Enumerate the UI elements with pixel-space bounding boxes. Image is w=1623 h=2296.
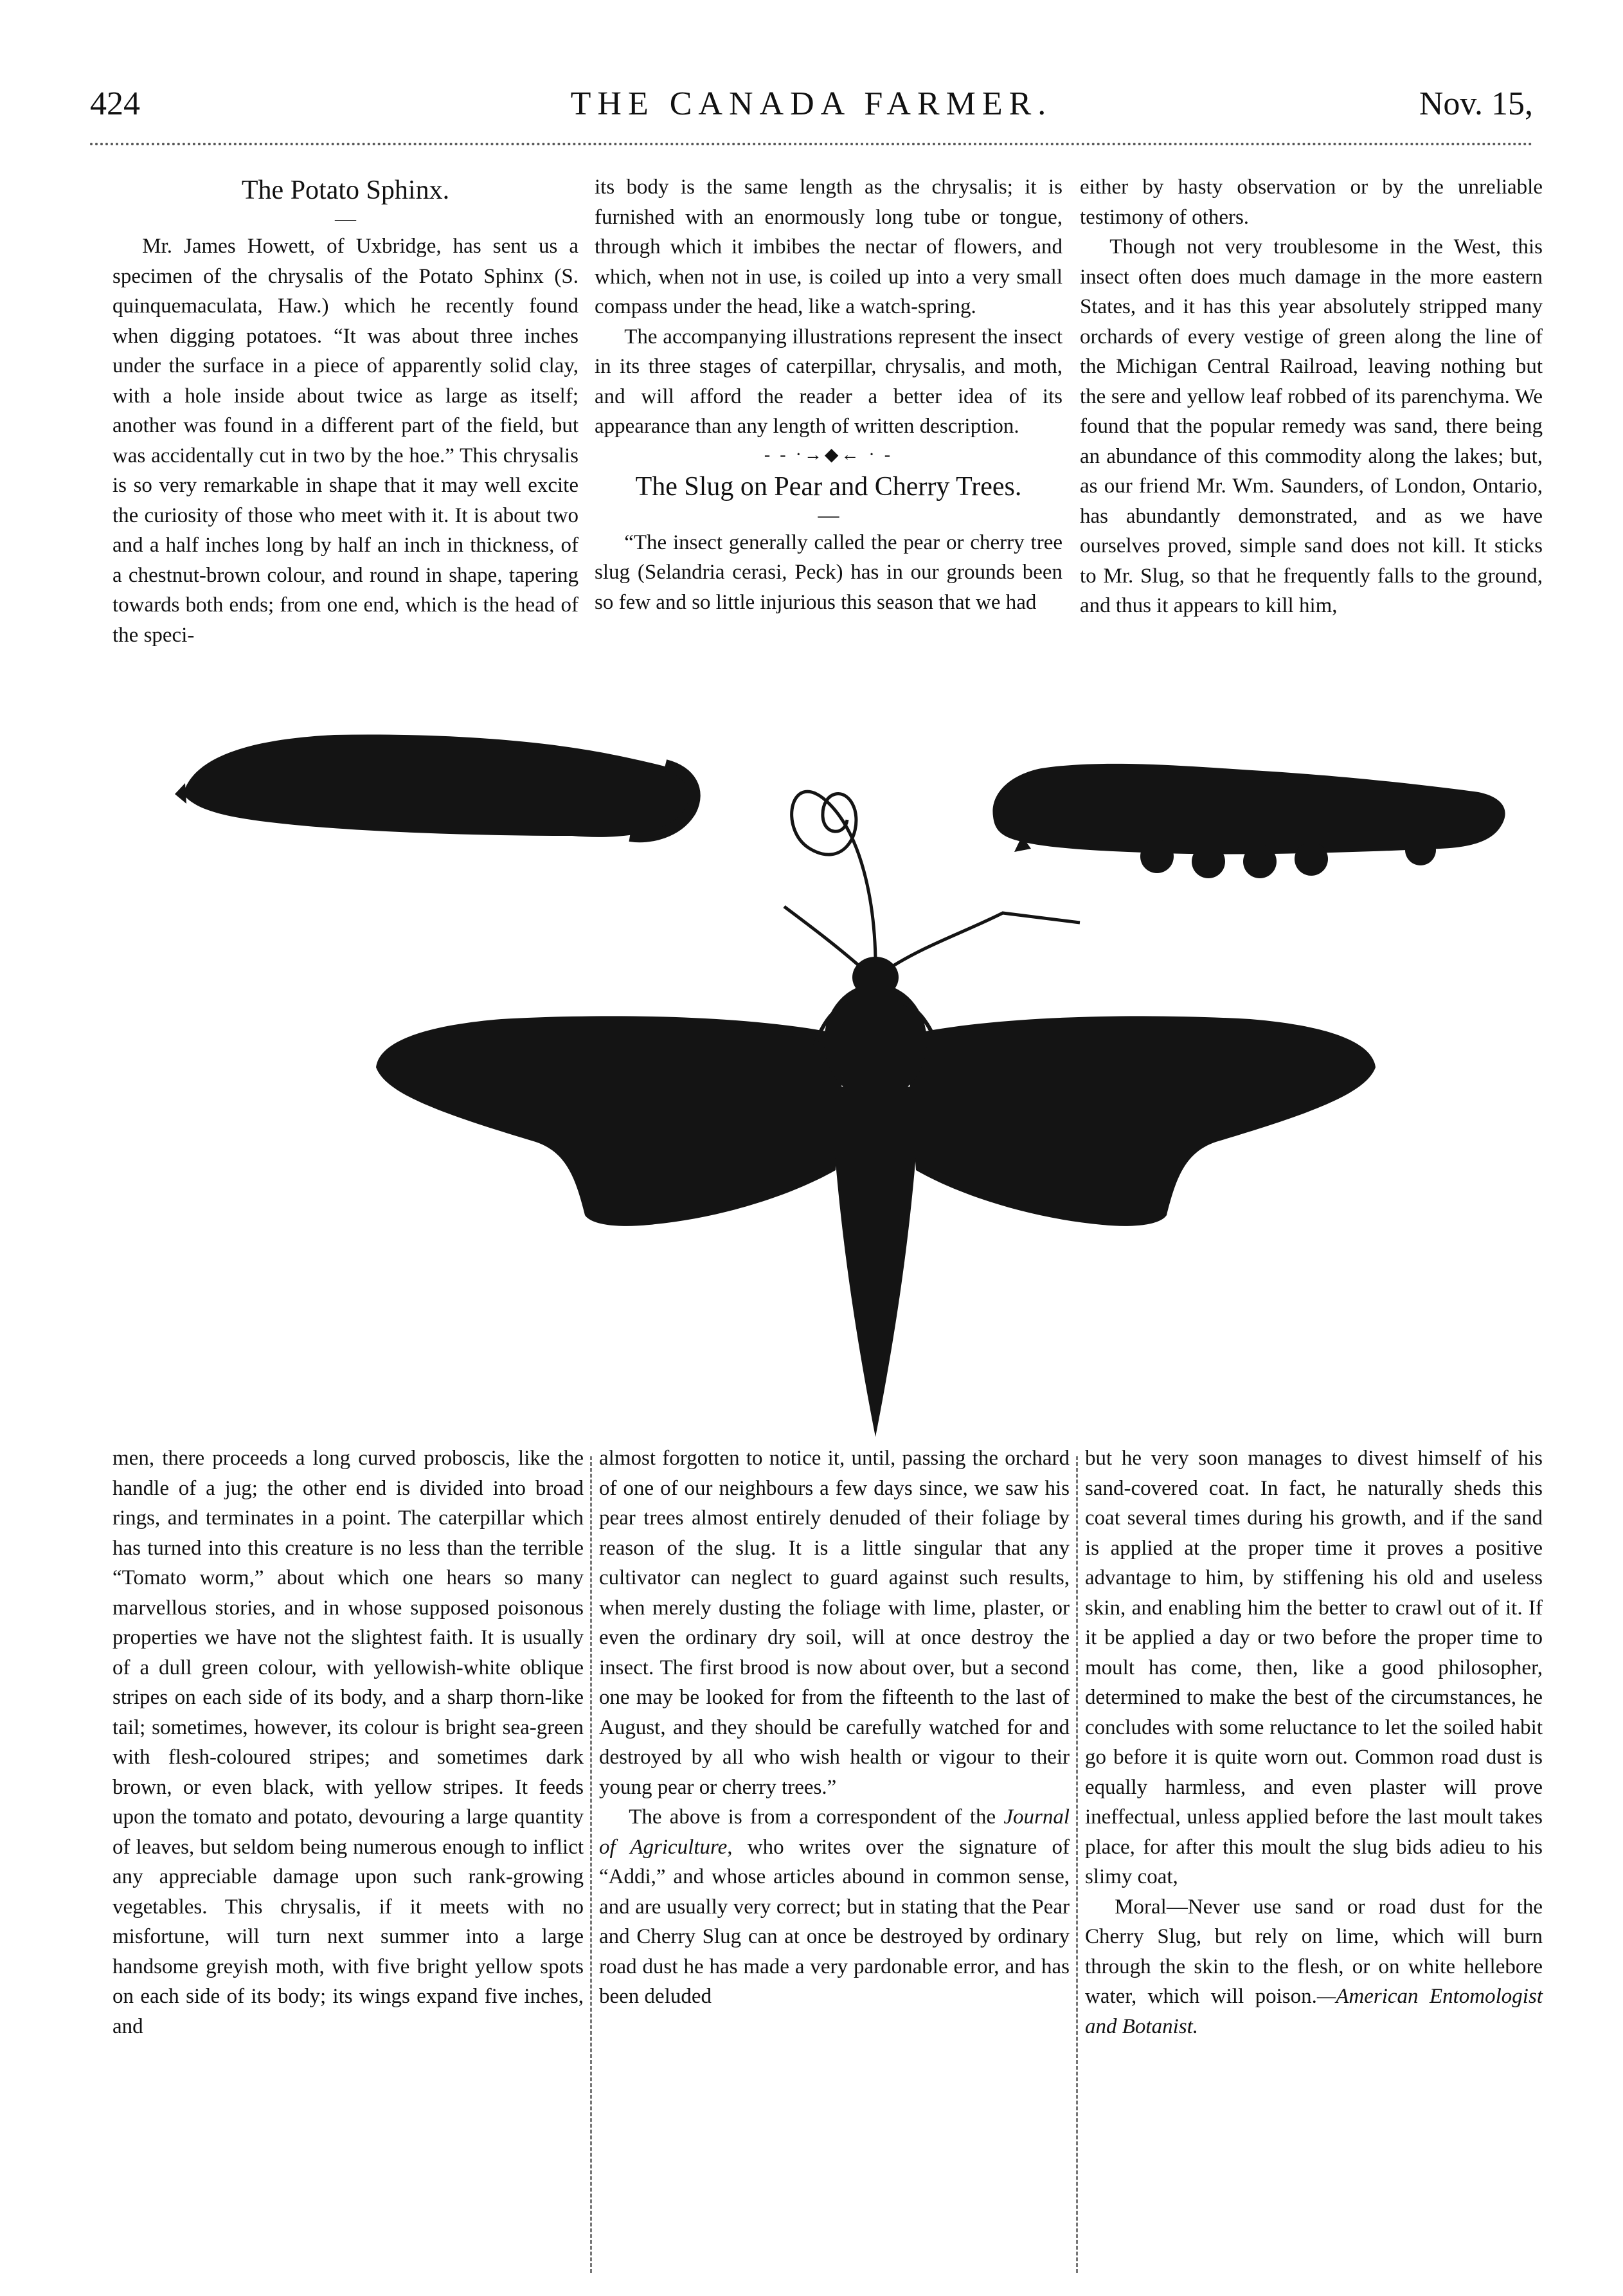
chrysalis-head-tip — [175, 783, 186, 804]
issue-date: Nov. 15, — [1419, 86, 1533, 122]
title-dash: — — [818, 503, 839, 527]
page-number: 424 — [90, 86, 140, 122]
column-divider — [590, 1456, 592, 2273]
caterpillar-figure — [992, 764, 1505, 878]
article-title-potato-sphinx: The Potato Sphinx. — [241, 176, 450, 205]
paragraph: Though not very troublesome in the West, this insect often does much damage in the more eastern States, and it has this year absolutely stripped many orchards of every vestige of green along the line of the Michigan Central Railroad, leaving nothing but the sere and yellow leaf robbed of its parenchyma. We found that the popular remedy was sand, there being an abundance of this commodity along the lakes; but, as our friend Mr. Wm. Saunders, of London, Ontario, has abundantly demonstrated, and as we have ourselves proved, simple sand does not kill. It sticks to Mr. Slug, so that he frequently falls to the ground, and thus it appears to kill him, — [1080, 235, 1543, 617]
chrysalis-body — [183, 734, 695, 836]
column-bottom-3 — [1085, 1443, 1543, 2041]
page-title: THE CANADA FARMER. — [570, 86, 1053, 122]
caterpillar-proleg — [1405, 835, 1436, 865]
text-fragment: The above is from a correspondent of the — [629, 1805, 1004, 1829]
moth-abdomen — [830, 1087, 920, 1437]
paragraph: “The insect generally called the pear or cherry tree slug (Selandria cerasi, Peck) has in our grounds been so few and so little injurious this season that we had — [595, 530, 1063, 614]
column-bottom-2 — [599, 1443, 1070, 2012]
journal-name: Journal of Agriculture — [599, 1805, 1070, 1859]
caterpillar-proleg — [1295, 842, 1328, 876]
paragraph: almost forgotten to notice it, until, passing the orchard of one of our neighbours a few days since, we saw his pear trees almost entirely denuded of their foliage by reason of the slug. It is a little singular that any cultivator can neglect to guard against such results, when merely dusting the foliage with lime, plaster, or even the ordinary dry soil, will at once destroy the insect. The first brood is now about over, but a second one may be looked for from the fifteenth to the last of August, and they should be carefully watched for and destroyed by all who wish health or vigour to their young pear or cherry trees.” — [599, 1447, 1070, 1799]
article-source: —American Entomologist and Botanist. — [1085, 1985, 1543, 2038]
caterpillar-proleg — [1192, 845, 1225, 878]
caterpillar-proleg — [1243, 845, 1277, 878]
section-ornament: - - ·→◆← · - — [764, 444, 893, 465]
moth-figure — [376, 791, 1376, 1437]
paragraph: men, there proceeds a long curved proboscis, like the handle of a jug; the other end is divided into broad rings, and terminates in a point. The caterpillar which has turned into this creature is no less than the terrible “Tomato worm,” about which one hears so many marvellous stories, and in whose supposed poisonous properties we have not the slightest faith. It is usually of a dull green colour, with yellowish-white oblique stripes on each side of its body, and a sharp thorn-like tail; sometimes, however, its colour is bright sea-green with flesh-coloured stripes; and sometimes dark brown, or even black, with yellow stripes. It feeds upon the tomato and potato, devouring a large quantity of leaves, but seldom being numerous enough to inflict any appreciable damage upon such rank-growing vegetables. This chrysalis, if it meets with no misfortune, will turn next summer into a large handsome greyish moth, with five bright yellow spots on each side of its body; its wings expand five inches, and — [112, 1447, 584, 2038]
paragraph — [1085, 1892, 1543, 2042]
moth-proboscis — [792, 791, 875, 958]
moth-wing-left — [376, 1016, 845, 1226]
paragraph: its body is the same length as the chrysalis; it is furnished with an enormously long tube or tongue, through which it imbibes the nectar of flowers, and which, when not in use, is coiled up into a very small compass under the head, like a watch-spring. — [595, 176, 1063, 318]
paragraph: either by hasty observation or by the unreliable testimony of others. — [1080, 176, 1543, 229]
column-divider — [1076, 1456, 1078, 2273]
article-title-slug: The Slug on Pear and Cherry Trees. — [635, 471, 1022, 502]
chrysalis-figure — [175, 734, 695, 836]
moth-thorax — [824, 984, 927, 1099]
column-bottom-1 — [112, 1443, 584, 2041]
paragraph: Mr. James Howett, of Uxbridge, has sent us a specimen of the chrysalis of the Potato Sphinx (S. quinquemaculata, Haw.) which he recently found when digging potatoes. “It was about three inches under the surface in a piece of apparently solid clay, with a hole inside about twice as large as itself; another was found in a different part of the field, but was accidentally cut in two by the hoe.” This chrysalis is so very remarkable in shape that it may well excite the curiosity of those who meet with it. It is about two and a half inches long by half an inch in thickness, of a chestnut-brown colour, and round in shape, tapering towards both ends; from one end, which is the head of the speci- — [112, 235, 578, 647]
paragraph — [599, 1802, 1070, 2012]
moth-wing-right — [906, 1016, 1376, 1226]
paragraph: The accompanying illustrations represent the insect in its three stages of caterpillar, chrysalis, and moth, and will afford the reader a better idea of its appearance than any length of written description. — [595, 325, 1063, 438]
moth-head — [852, 957, 899, 998]
moth-antenna-right — [890, 913, 1080, 968]
moth-antenna-left — [784, 907, 861, 968]
paragraph: but he very soon manages to divest himself of his sand-covered coat. In fact, he naturally sheds this coat several times during his growth, and if the sand is applied at the proper time it proves a positive advantage to him, by stiffening his old and useless skin, and enabling him the better to crawl out of it. If it be applied a day or two before the proper time to moult has come, then, like a good philosopher, determined to make the best of the circumstances, he concludes with some reluctance to let the soiled habit go before it is quite worn out. Common road dust is equally harmless, and even plaster will prove ineffectual, unless applied before the last moult takes place, for after this moult the slug bids adieu to his slimy coat, — [1085, 1447, 1543, 1888]
title-dash: — — [335, 208, 356, 231]
text-fragment: , who writes over the signature of “Addi,” and whose articles abound in common sense, and are usually very correct; but in stating that the Pear and Cherry Slug can at once be destroyed by ordinary road dust he has made a very pardonable error, and has been deluded — [599, 1835, 1070, 2008]
text-fragment: Moral—Never use sand or road dust for the Cherry Slug, but rely on lime, which will burn through the skin to the flesh, or on white hellebore water, which will poison. — [1085, 1895, 1543, 2008]
caterpillar-proleg — [1140, 840, 1174, 873]
